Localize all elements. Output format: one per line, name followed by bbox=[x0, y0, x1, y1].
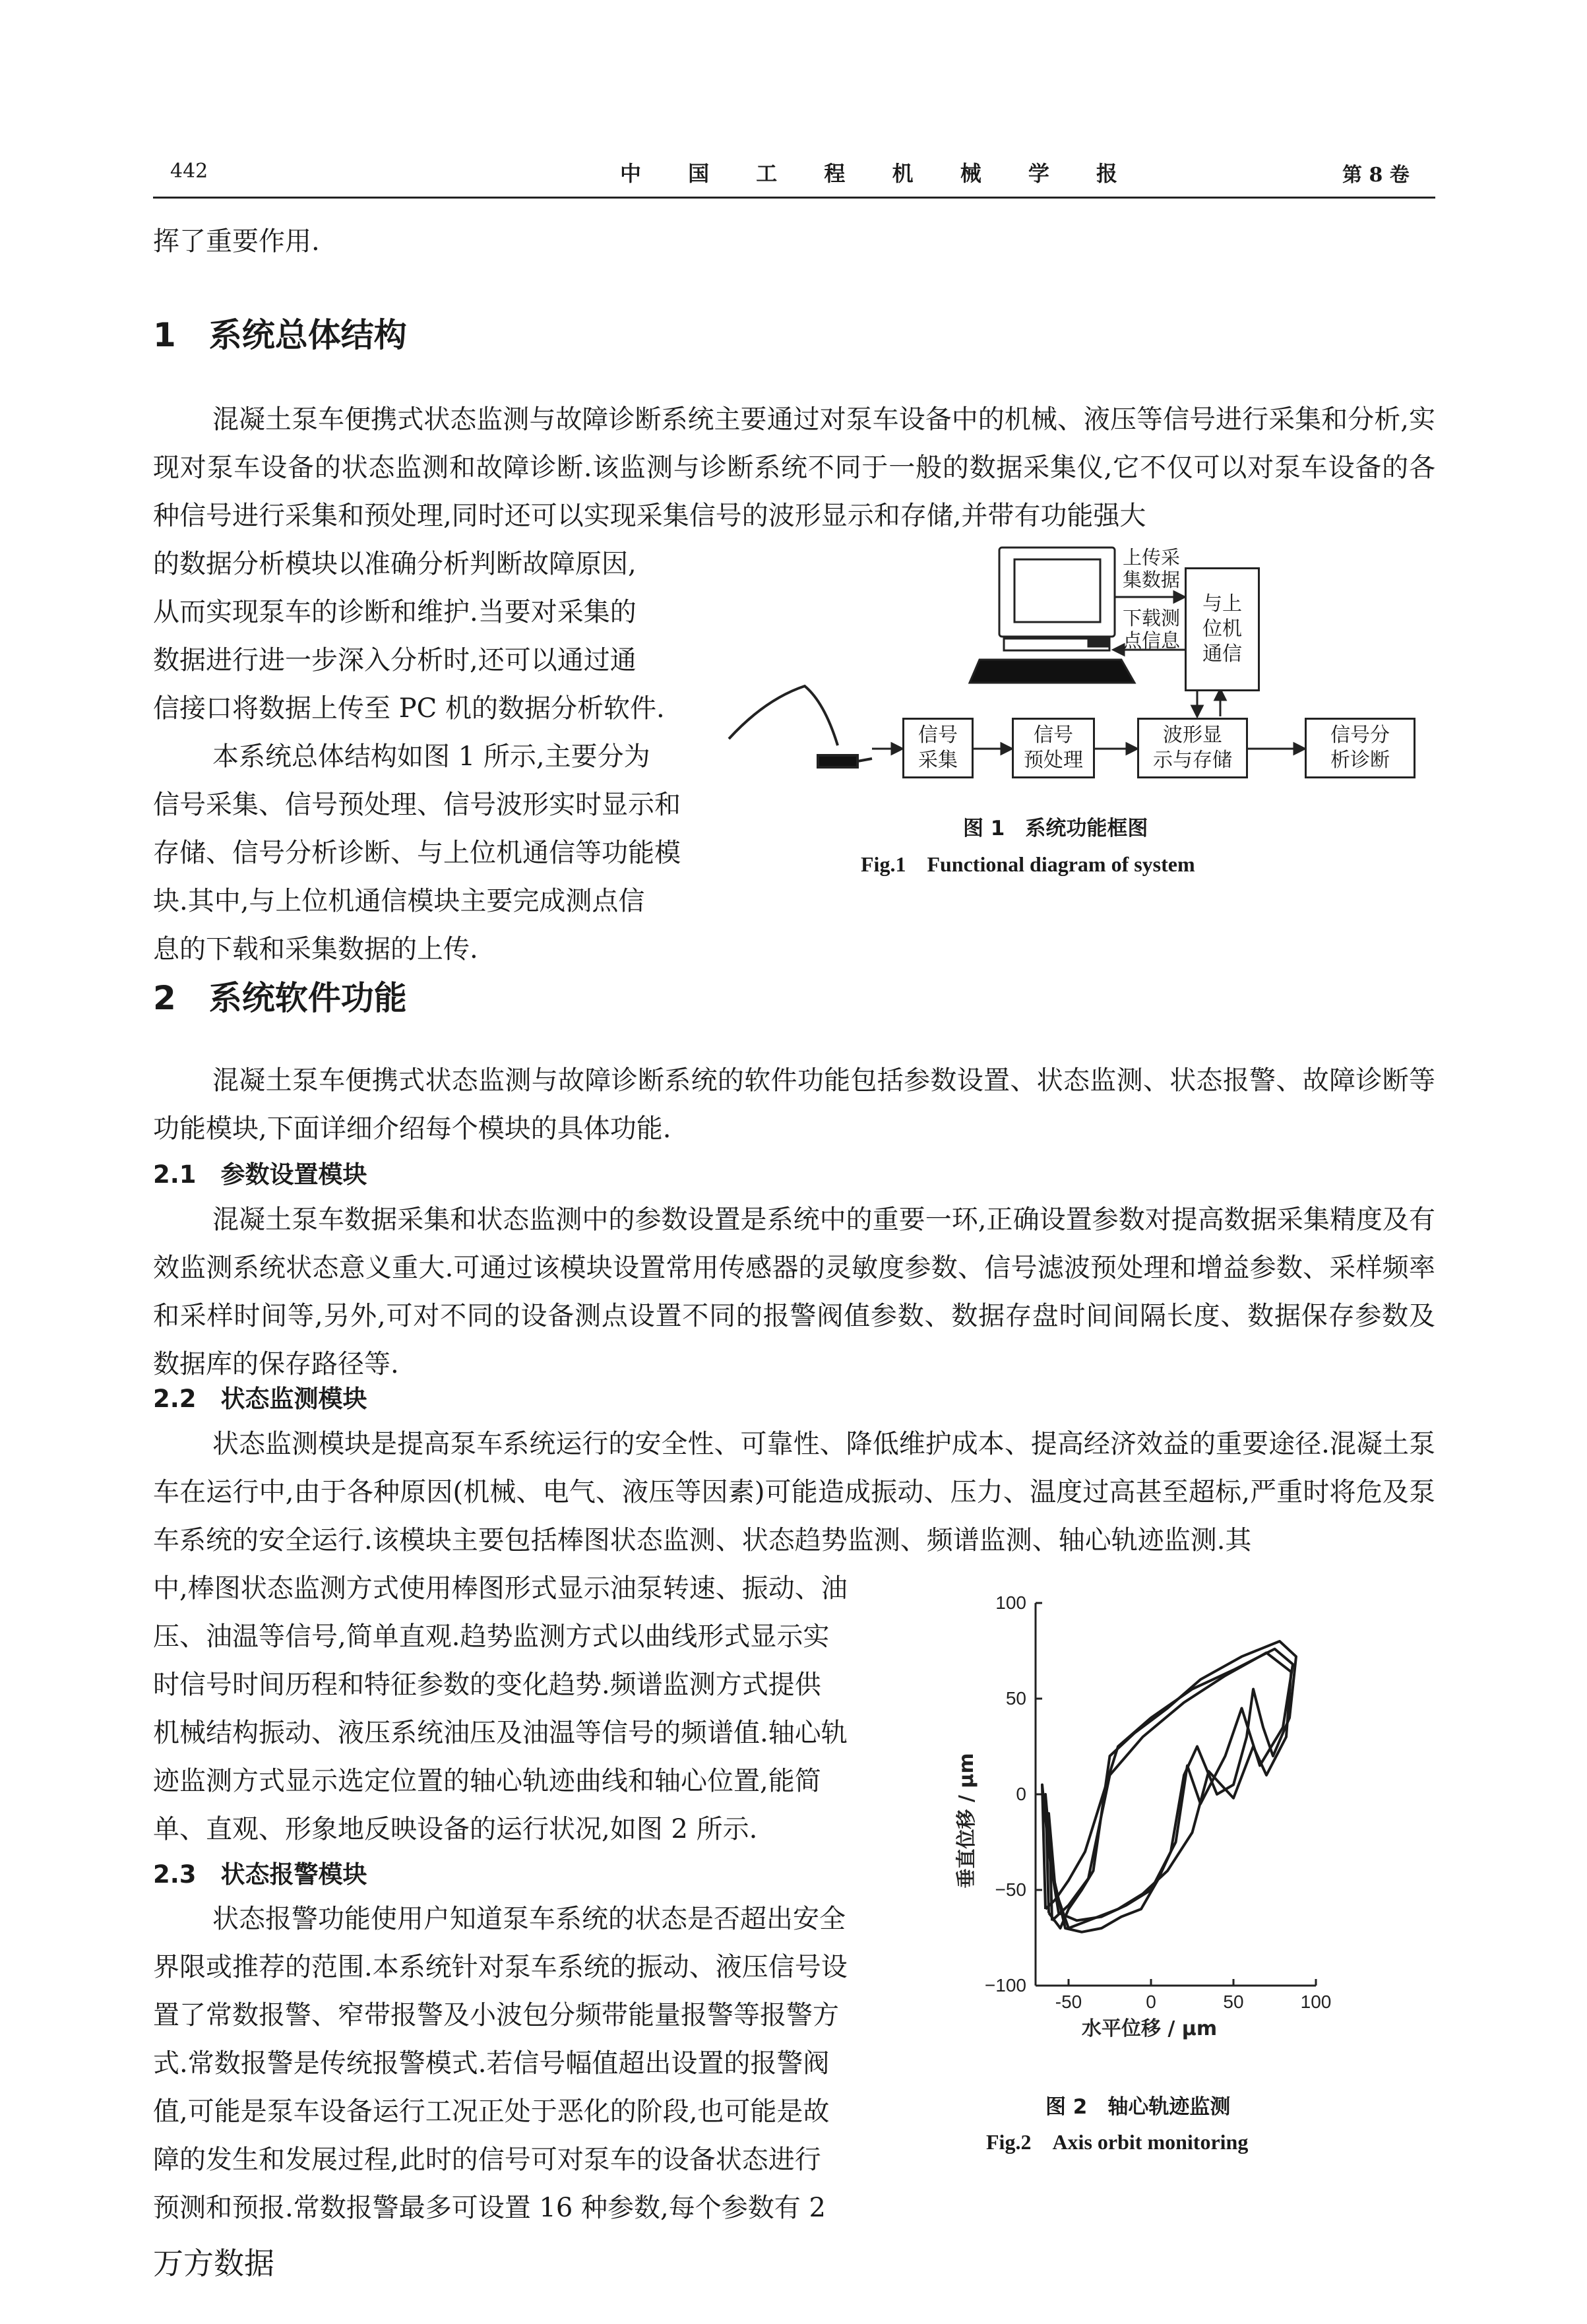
section-1-para-1: 混凝土泵车便携式状态监测与故障诊断系统主要通过对泵车设备中的机械、液压等信号进行采集和分析,实现对泵车设备的状态监测和故障诊断.该监测与诊断系统不同于一般的数据采集仪,它不仅可以对泵车设备的各种信号进行采集和预处理,同时还可以实现采集信号的波形显示和存储,并带有功能强大 bbox=[153, 404, 1435, 531]
text-line: 迹监测方式显示选定位置的轴心轨迹曲线和轴心位置,能简 bbox=[153, 1766, 821, 1796]
y-tick-label: −100 bbox=[984, 1975, 1026, 1995]
volume-label: 第 8 卷 bbox=[1342, 164, 1410, 187]
box-host-communication: 与上 位机 通信 bbox=[1185, 567, 1260, 691]
text-line: 单、直观、形象地反映设备的运行状况,如图 2 所示. bbox=[153, 1814, 758, 1844]
figure-2 bbox=[923, 1583, 1438, 2177]
text-line: 时信号时间历程和特征参数的变化趋势.频谱监测方式提供 bbox=[153, 1670, 821, 1700]
journal-title: 中 国 工 程 机 械 学 报 bbox=[620, 161, 1137, 186]
text-line: 置了常数报警、窄带报警及小波包分频带能量报警等报警方 bbox=[153, 2000, 839, 2030]
axis-orbit-chart bbox=[923, 1583, 1438, 2071]
text-line: 预测和预报.常数报警最多可设置 16 种参数,每个参数有 2 bbox=[153, 2193, 826, 2223]
text-line: 状态报警功能使用户知道泵车系统的状态是否超出安全 bbox=[212, 1904, 846, 1934]
text-line: 信接口将数据上传至 PC 机的数据分析软件. bbox=[153, 693, 665, 724]
figure-1-caption-cn: 图 1 系统功能框图 bbox=[963, 817, 1148, 840]
x-axis-label: 水平位移 / μm bbox=[1081, 2017, 1218, 2040]
text-line: 信号采集、信号预处理、信号波形实时显示和 bbox=[153, 790, 681, 820]
y-tick-label: 100 bbox=[995, 1592, 1026, 1613]
y-tick-label: 0 bbox=[1016, 1784, 1026, 1804]
text-line: 存储、信号分析诊断、与上位机通信等功能模 bbox=[153, 838, 681, 868]
text-line: 息的下载和采集数据的上传. bbox=[153, 934, 478, 964]
box-waveform-display: 波形显 示与存储 bbox=[1137, 718, 1248, 778]
computer-icon bbox=[970, 548, 1135, 683]
figure-2-caption-en: Fig.2 Axis orbit monitoring bbox=[986, 2130, 1249, 2154]
section-1-title: 1 系统总体结构 bbox=[153, 316, 407, 354]
subsection-2-1-para: 混凝土泵车数据采集和状态监测中的参数设置是系统中的重要一环,正确设置参数对提高数据采集精度及有效监测系统状态意义重大.可通过该模块设置常用传感器的灵敏度参数、信号滤波预处理和增益参数、采样频率和采样时间等,另外,可对不同的设备测点设置不同的报警阀值参数、数据存盘时间间隔长度、数据保存参数及数据库的保存路径等. bbox=[153, 1205, 1435, 1379]
box-signal-diagnosis: 信号分 析诊断 bbox=[1305, 718, 1416, 778]
page-number: 442 bbox=[170, 160, 208, 183]
x-tick-label: 100 bbox=[1300, 1992, 1332, 2012]
section-1-para-1-wrap bbox=[153, 540, 707, 974]
section-2-intro: 混凝土泵车便携式状态监测与故障诊断系统的软件功能包括参数设置、状态监测、状态报警、故障诊断等功能模块,下面详细介绍每个模块的具体功能. bbox=[153, 1065, 1435, 1144]
text-line: 块.其中,与上位机通信模块主要完成测点信 bbox=[153, 886, 645, 916]
header-rule bbox=[153, 197, 1435, 199]
y-axis-label: 垂直位移 / μm bbox=[955, 1753, 978, 1889]
figure-1 bbox=[719, 534, 1438, 877]
box-signal-preprocess: 信号 预处理 bbox=[1012, 718, 1095, 778]
label-download: 下载测 点信息 bbox=[1123, 607, 1181, 652]
text-line: 压、油温等信号,简单直观.趋势监测方式以曲线形式显示实 bbox=[153, 1621, 830, 1652]
x-tick-label: 50 bbox=[1223, 1992, 1244, 2012]
figure-2-caption-cn: 图 2 轴心轨迹监测 bbox=[1045, 2095, 1231, 2119]
text-line: 界限或推荐的范围.本系统针对泵车系统的振动、液压信号设 bbox=[153, 1952, 848, 1982]
x-tick-label: -50 bbox=[1055, 1992, 1082, 2012]
y-tick-label: 50 bbox=[1005, 1688, 1026, 1709]
orbit-curve-2 bbox=[1042, 1649, 1293, 1921]
text-line: 中,棒图状态监测方式使用棒图形式显示油泵转速、振动、油 bbox=[153, 1573, 848, 1604]
text-line: 数据进行进一步深入分析时,还可以通过通 bbox=[153, 645, 637, 675]
left-column-text bbox=[153, 1565, 898, 2232]
text-line: 式.常数报警是传统报警模式.若信号幅值超出设置的报警阀 bbox=[153, 2048, 830, 2079]
watermark-text: 万方数据 bbox=[153, 2245, 274, 2281]
text-line: 的数据分析模块以准确分析判断故障原因, bbox=[153, 549, 637, 579]
text-line: 本系统总体结构如图 1 所示,主要分为 bbox=[212, 741, 650, 772]
text-line: 从而实现泵车的诊断和维护.当要对采集的 bbox=[153, 597, 637, 627]
subsection-2-2-para: 状态监测模块是提高泵车系统运行的安全性、可靠性、降低维护成本、提高经济效益的重要途径.混凝土泵车在运行中,由于各种原因(机械、电气、液压等因素)可能造成振动、压力、温度过高甚至超标,严重时将危及泵车系统的安全运行.该模块主要包括棒图状态监测、状态趋势监测、频谱监测、轴心轨迹监测.其 bbox=[153, 1429, 1435, 1555]
figure-1-caption-en: Fig.1 Functional diagram of system bbox=[861, 852, 1195, 876]
text-line: 障的发生和发展过程,此时的信号可对泵车的设备状态进行 bbox=[153, 2145, 821, 2175]
box-signal-acquisition: 信号 采集 bbox=[902, 718, 974, 778]
sensor-probe-icon bbox=[729, 686, 872, 767]
label-upload: 上传采 集数据 bbox=[1123, 546, 1181, 591]
section-2-title: 2 系统软件功能 bbox=[153, 979, 407, 1017]
y-tick-label: −50 bbox=[995, 1879, 1026, 1900]
orbit-curve-1 bbox=[1045, 1641, 1296, 1932]
x-tick-label: 0 bbox=[1146, 1992, 1156, 2012]
subsection-2-3-title: 2.3 状态报警模块 bbox=[153, 1860, 367, 1889]
text-line: 机械结构振动、液压系统油压及油温等信号的频谱值.轴心轨 bbox=[153, 1718, 848, 1748]
subsection-2-2-title: 2.2 状态监测模块 bbox=[153, 1385, 367, 1413]
text-line: 值,可能是泵车设备运行工况正处于恶化的阶段,也可能是故 bbox=[153, 2096, 830, 2127]
intro-line: 挥了重要作用. bbox=[153, 226, 320, 257]
subsection-2-1-title: 2.1 参数设置模块 bbox=[153, 1160, 367, 1189]
